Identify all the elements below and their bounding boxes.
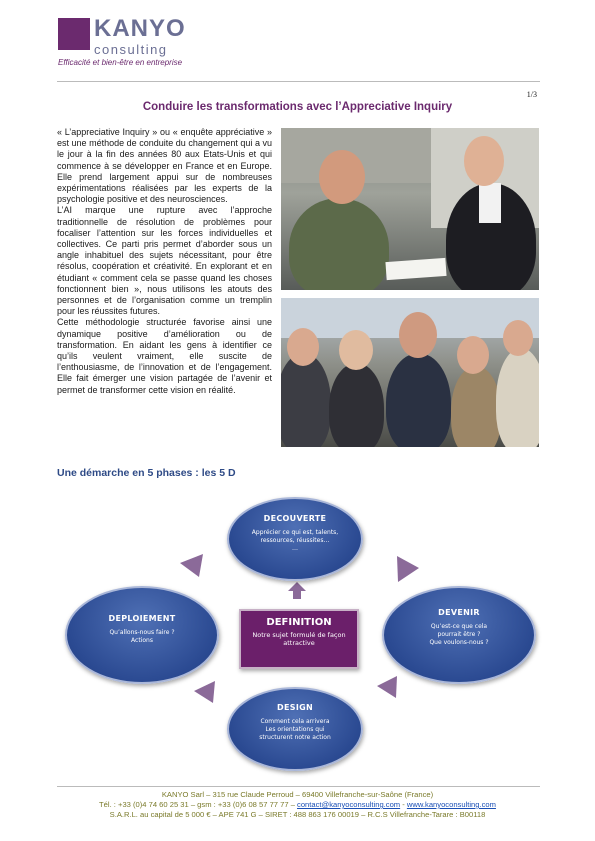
footer-separator: -: [400, 800, 407, 809]
footer-contact: [0, 800, 595, 810]
five-d-diagram: [57, 490, 540, 775]
logo-brand: KANYO: [94, 15, 186, 42]
phase-description: [384, 623, 534, 647]
arrow-lower-right-icon: [377, 676, 397, 698]
phase-description: [229, 529, 361, 553]
logo-tagline: Efficacité et bien-être en entreprise: [58, 58, 183, 67]
logo-subtitle: consulting: [94, 42, 168, 57]
phase-line: ressources, réussites…: [260, 537, 330, 544]
footer: [0, 790, 595, 820]
photo-interview: [281, 128, 539, 290]
phase-line: structurent notre action: [259, 734, 331, 741]
logo-mark: [58, 18, 90, 50]
definition-text: Notre sujet formulé de façon attractive: [252, 631, 346, 647]
phase-definition: [239, 609, 359, 669]
phase-description: [67, 629, 217, 645]
phase-title: DEPLOIEMENT: [108, 614, 176, 623]
intro-text: [57, 127, 272, 396]
header-divider: [57, 81, 540, 82]
company-logo: [58, 15, 218, 70]
paragraph-1: « L’appreciative Inquiry » ou « enquête appréciative » est une méthode de conduite du changement qui a vu le jour à la fin des années 80 aux Etats-Unis et qui commence à se développer en France et en Europe. Elle prend largement appui sur de nombreuses expérimentations réalisées par les experts de la psychologie positive et des neurosciences.: [57, 127, 272, 205]
page-title: Conduire les transformations avec l’Appreciative Inquiry: [142, 101, 453, 113]
phase-line: Qu’allons-nous faire ?: [109, 629, 175, 636]
footer-divider: [57, 786, 540, 787]
phase-description: [229, 718, 361, 742]
footer-phones: Tél. : +33 (0)4 74 60 25 31 – gsm : +33 (0)6 08 57 77 77 –: [99, 800, 298, 809]
section-title: Une démarche en 5 phases : les 5 D: [57, 467, 236, 479]
arrow-lower-left-icon: [194, 681, 215, 703]
footer-legal: S.A.R.L. au capital de 5 000 € – APE 741 G – SIRET : 488 863 176 00019 – R.C.S Villefranche-Tarare : B00118: [109, 810, 486, 819]
footer-address: KANYO Sarl – 315 rue Claude Perroud – 69400 Villefranche-sur-Saône (France): [161, 790, 434, 799]
phase-line: Apprécier ce qui est, talents,: [251, 529, 339, 536]
page-number: 1/3: [526, 90, 537, 99]
arrow-upper-left-icon: [180, 554, 203, 577]
definition-title: DEFINITION: [266, 617, 332, 628]
paragraph-2: L’AI marque une rupture avec l’approche traditionnelle de résolution de problèmes pour focaliser l’attention sur les forces individuelles et collectives. Ce parti pris permet d’aborder sous un angle inhabituel des sujets nécessitant, pour être résolus, coopération et créativité. En explorant et en étudiant « comment cela se passe quand les choses fonctionnent bien », nous utilisons les atouts des personnes et de l’organisation comme un tremplin pour les réussites futures.: [57, 205, 272, 317]
phase-title: DECOUVERTE: [263, 514, 327, 523]
phase-deploiement: [65, 586, 219, 684]
phase-design: [227, 687, 363, 771]
phase-title: DEVENIR: [438, 608, 480, 617]
arrow-up-icon: [288, 582, 306, 599]
arrow-upper-right-icon: [397, 556, 419, 582]
phase-line: Actions: [131, 637, 153, 644]
phase-line: Qu’est-ce que cela: [430, 623, 488, 630]
phase-line: Les orientations qui: [265, 726, 325, 733]
paragraph-3: Cette méthodologie structurée favorise ainsi une dynamique positive d’amélioration ou de transformation. En aidant les gens à identifier ce qu’ils veulent vraiment, elle suscite de l’enthousiasme, de l’innovation et de l’engagement. Elle fait émerger une vision partagée de l’avenir et permet de transformer cette vision en réalité.: [57, 317, 272, 395]
phase-line: Que voulons-nous ?: [429, 639, 489, 646]
phase-decouverte: [227, 497, 363, 581]
phase-line: pourrait être ?: [437, 631, 481, 638]
phase-line: Comment cela arrivera: [260, 718, 330, 725]
phase-title: DESIGN: [277, 703, 313, 712]
email-link[interactable]: contact@kanyoconsulting.com: [297, 800, 401, 809]
website-link[interactable]: www.kanyoconsulting.com: [406, 800, 496, 809]
phase-devenir: [382, 586, 536, 684]
photo-group: [281, 298, 539, 447]
phase-line: …: [292, 545, 298, 552]
